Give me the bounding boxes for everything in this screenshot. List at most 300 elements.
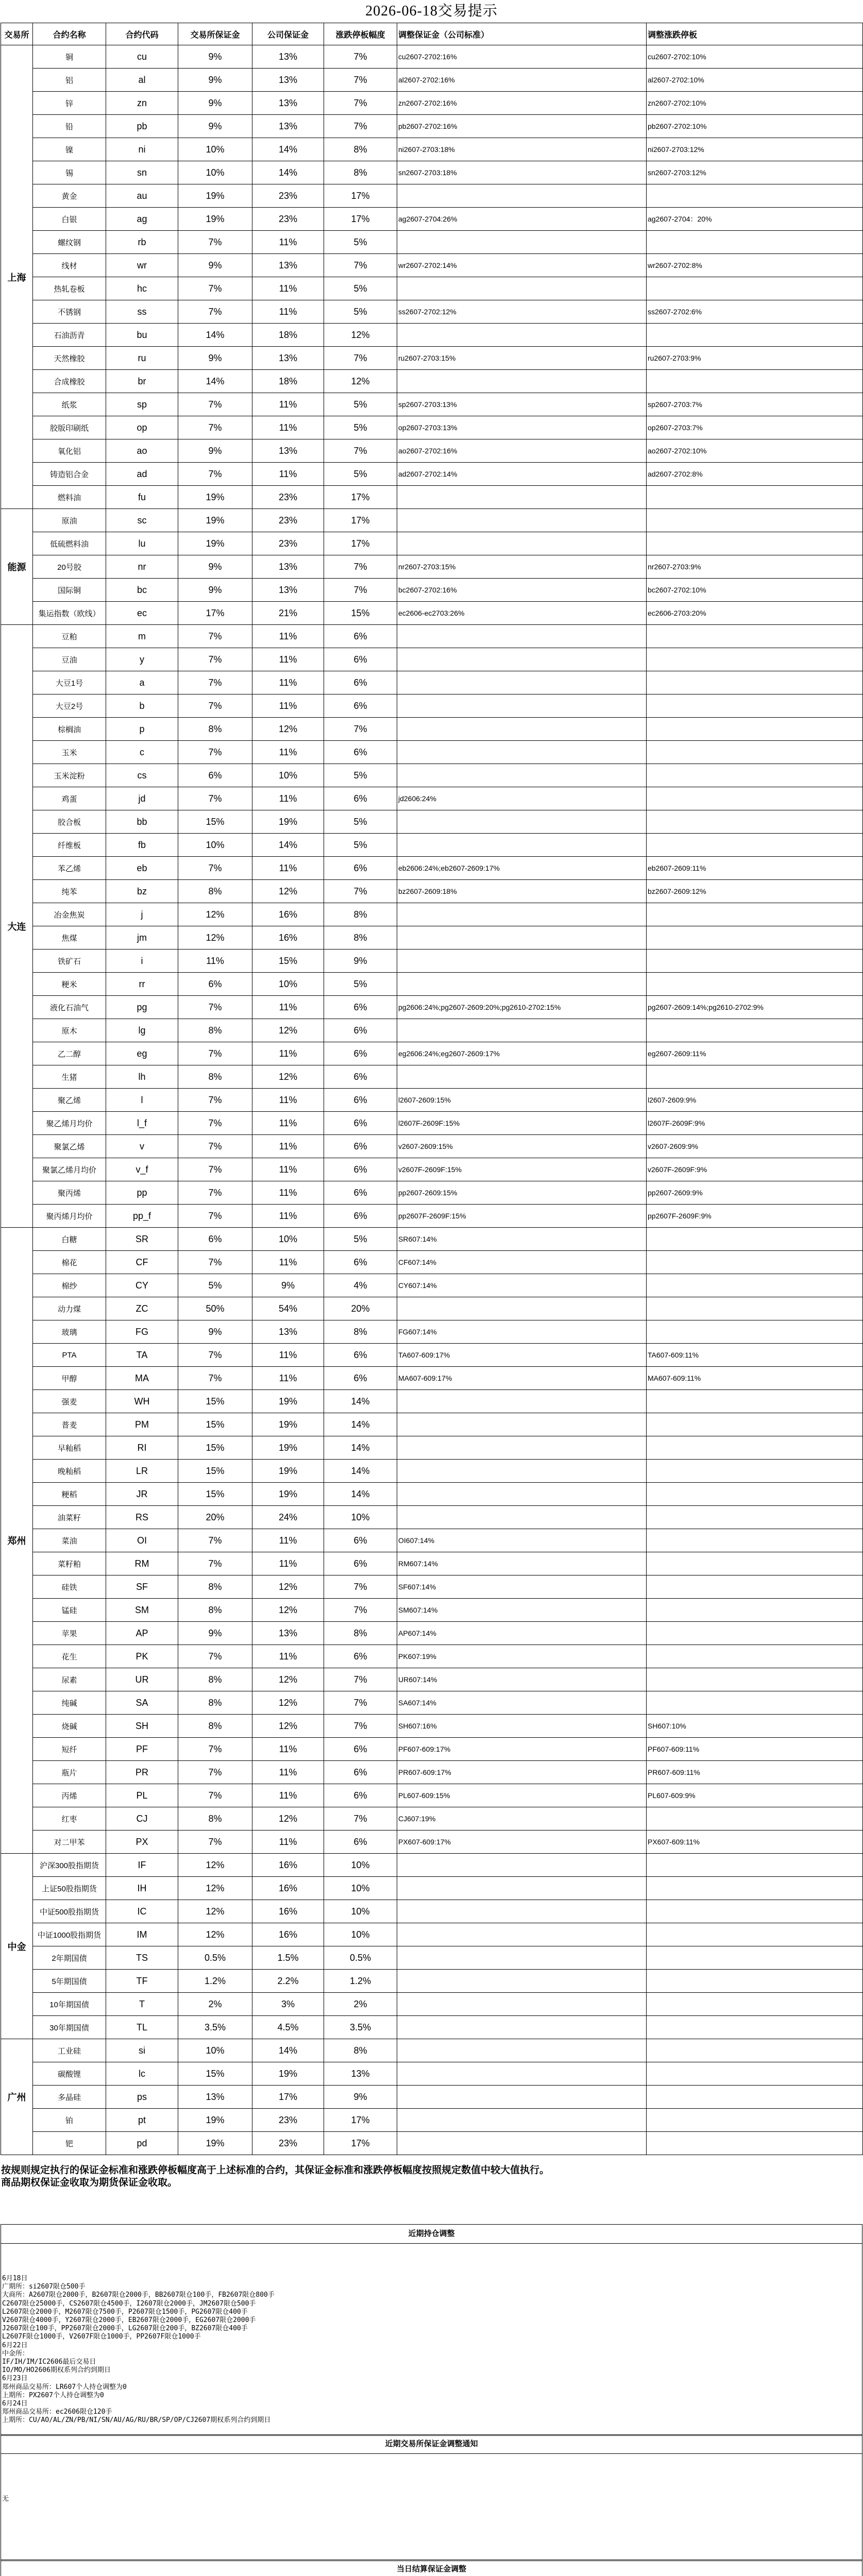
table-row <box>1 115 863 138</box>
contract-code-cell: l_f <box>106 1112 178 1135</box>
adjusted-limit-cell: TA607-609:11% <box>647 1344 863 1367</box>
header-contract-name: 合约名称 <box>33 23 106 45</box>
price-limit-cell: 7% <box>324 1599 397 1622</box>
adjusted-margin-cell: CF607:14% <box>397 1251 647 1274</box>
price-limit-cell: 7% <box>324 347 397 370</box>
price-limit-cell: 17% <box>324 509 397 532</box>
exchange-margin-cell: 8% <box>178 1575 252 1599</box>
contract-name-cell: 玉米淀粉 <box>33 764 106 787</box>
price-limit-cell: 5% <box>324 277 397 300</box>
contract-name-cell: 粳米 <box>33 973 106 996</box>
contract-name-cell: 2年期国债 <box>33 1946 106 1970</box>
company-margin-cell: 13% <box>252 92 324 115</box>
contract-code-cell: wr <box>106 254 178 277</box>
price-limit-cell: 7% <box>324 254 397 277</box>
adjusted-limit-cell <box>647 926 863 950</box>
company-margin-cell: 12% <box>252 1575 324 1599</box>
adjusted-limit-cell <box>647 1854 863 1877</box>
adjusted-limit-cell <box>647 1900 863 1923</box>
price-limit-cell: 17% <box>324 184 397 208</box>
price-limit-cell: 6% <box>324 1065 397 1089</box>
contract-code-cell: SF <box>106 1575 178 1599</box>
adjusted-margin-cell: CJ607:19% <box>397 1807 647 1831</box>
adjusted-limit-cell <box>647 231 863 254</box>
adjusted-limit-cell <box>647 1436 863 1460</box>
company-margin-cell: 10% <box>252 973 324 996</box>
exchange-cell: 能源 <box>1 509 33 625</box>
price-limit-cell: 14% <box>324 1436 397 1460</box>
adjusted-margin-cell: ad2607-2702:14% <box>397 463 647 486</box>
contract-name-cell: 石油沥青 <box>33 324 106 347</box>
contract-name-cell: 焦煤 <box>33 926 106 950</box>
adjusted-margin-cell <box>397 277 647 300</box>
header-adjusted-margin: 调整保证金（公司标准） <box>397 23 647 45</box>
settlement-margin-section <box>1 2560 862 2576</box>
company-margin-cell: 12% <box>252 1715 324 1738</box>
contract-code-cell: pt <box>106 2109 178 2132</box>
adjusted-limit-cell: SH607:10% <box>647 1715 863 1738</box>
adjusted-limit-cell <box>647 1483 863 1506</box>
section-title: 当日结算保证金调整 <box>1 2560 862 2576</box>
price-limit-cell: 14% <box>324 1483 397 1506</box>
adjusted-limit-cell: ad2607-2702:8% <box>647 463 863 486</box>
exchange-margin-cell: 7% <box>178 1645 252 1668</box>
section-line: L2607F限仓1000手，V2607F限仓1000手，PP2607F限仓1000手 <box>2 2333 201 2341</box>
company-margin-cell: 16% <box>252 926 324 950</box>
table-row <box>1 1854 863 1877</box>
adjusted-margin-cell <box>397 1877 647 1900</box>
table-row <box>1 671 863 694</box>
price-limit-cell: 10% <box>324 1923 397 1946</box>
table-row <box>1 1065 863 1089</box>
adjusted-limit-cell <box>647 509 863 532</box>
contract-name-cell: 多晶硅 <box>33 2086 106 2109</box>
adjusted-margin-cell: op2607-2703:13% <box>397 416 647 439</box>
table-row <box>1 1599 863 1622</box>
company-margin-cell: 13% <box>252 579 324 602</box>
company-margin-cell: 13% <box>252 347 324 370</box>
section-line: 郑州商品交易所：LR607个人持仓调整为0 <box>2 2383 127 2391</box>
contract-name-cell: 热轧卷板 <box>33 277 106 300</box>
contract-name-cell: 线材 <box>33 254 106 277</box>
price-limit-cell: 10% <box>324 1900 397 1923</box>
adjusted-margin-cell <box>397 486 647 509</box>
table-row <box>1 2132 863 2155</box>
exchange-margin-cell: 14% <box>178 324 252 347</box>
exchange-margin-cell: 14% <box>178 370 252 393</box>
adjusted-limit-cell <box>647 787 863 810</box>
contract-name-cell: 原木 <box>33 1019 106 1042</box>
contract-name-cell: 花生 <box>33 1645 106 1668</box>
adjusted-limit-cell: PL607-609:9% <box>647 1784 863 1807</box>
contract-name-cell: 铁矿石 <box>33 950 106 973</box>
company-margin-cell: 11% <box>252 300 324 324</box>
price-limit-cell: 2% <box>324 1993 397 2016</box>
adjusted-margin-cell: bc2607-2702:16% <box>397 579 647 602</box>
contract-name-cell: 聚乙烯月均价 <box>33 1112 106 1135</box>
contract-name-cell: 5年期国债 <box>33 1970 106 1993</box>
exchange-margin-cell: 12% <box>178 903 252 926</box>
contract-code-cell: bb <box>106 810 178 834</box>
company-margin-cell: 11% <box>252 1761 324 1784</box>
contract-name-cell: 中证1000股指期货 <box>33 1923 106 1946</box>
adjusted-margin-cell: ag2607-2704:26% <box>397 208 647 231</box>
price-limit-cell: 4% <box>324 1274 397 1297</box>
contract-code-cell: IH <box>106 1877 178 1900</box>
company-margin-cell: 3% <box>252 1993 324 2016</box>
adjusted-limit-cell <box>647 1274 863 1297</box>
contract-code-cell: bu <box>106 324 178 347</box>
adjusted-limit-cell <box>647 184 863 208</box>
contract-code-cell: y <box>106 648 178 671</box>
table-row <box>1 1390 863 1413</box>
adjusted-limit-cell: ec2606-2703:20% <box>647 602 863 625</box>
company-margin-cell: 23% <box>252 509 324 532</box>
exchange-margin-cell: 7% <box>178 1738 252 1761</box>
table-row <box>1 1436 863 1460</box>
table-row <box>1 602 863 625</box>
adjusted-limit-cell <box>647 648 863 671</box>
company-margin-cell: 18% <box>252 324 324 347</box>
exchange-margin-cell: 7% <box>178 1181 252 1205</box>
exchange-margin-cell: 8% <box>178 1599 252 1622</box>
adjusted-limit-cell: sn2607-2703:12% <box>647 161 863 184</box>
table-row <box>1 370 863 393</box>
contract-name-cell: 铜 <box>33 45 106 69</box>
contract-code-cell: TA <box>106 1344 178 1367</box>
contract-name-cell: 10年期国债 <box>33 1993 106 2016</box>
adjusted-limit-cell <box>647 2016 863 2039</box>
table-row <box>1 138 863 161</box>
price-limit-cell: 5% <box>324 416 397 439</box>
contract-name-cell: 普麦 <box>33 1413 106 1436</box>
adjusted-limit-cell: pp2607-2609:9% <box>647 1181 863 1205</box>
adjusted-limit-cell: zn2607-2702:10% <box>647 92 863 115</box>
contract-code-cell: PF <box>106 1738 178 1761</box>
adjusted-margin-cell <box>397 2062 647 2086</box>
contract-name-cell: 上证50股指期货 <box>33 1877 106 1900</box>
company-margin-cell: 11% <box>252 1831 324 1854</box>
adjusted-limit-cell <box>647 2086 863 2109</box>
table-row <box>1 1344 863 1367</box>
contract-code-cell: p <box>106 718 178 741</box>
section-body <box>1 2244 862 2428</box>
price-limit-cell: 7% <box>324 1691 397 1715</box>
contract-code-cell: RM <box>106 1552 178 1575</box>
exchange-margin-cell: 10% <box>178 161 252 184</box>
adjusted-margin-cell: sn2607-2703:18% <box>397 161 647 184</box>
table-row <box>1 2109 863 2132</box>
company-margin-cell: 11% <box>252 787 324 810</box>
company-margin-cell: 21% <box>252 602 324 625</box>
company-margin-cell: 12% <box>252 880 324 903</box>
price-limit-cell: 6% <box>324 1784 397 1807</box>
table-row <box>1 1761 863 1784</box>
company-margin-cell: 11% <box>252 741 324 764</box>
adjusted-limit-cell: ao2607-2702:10% <box>647 439 863 463</box>
company-margin-cell: 12% <box>252 718 324 741</box>
adjusted-limit-cell <box>647 764 863 787</box>
price-limit-cell: 6% <box>324 1552 397 1575</box>
price-limit-cell: 9% <box>324 950 397 973</box>
contract-code-cell: fb <box>106 834 178 857</box>
exchange-margin-cell: 10% <box>178 138 252 161</box>
contract-code-cell: a <box>106 671 178 694</box>
contract-code-cell: ec <box>106 602 178 625</box>
contract-name-cell: 胶版印刷纸 <box>33 416 106 439</box>
table-row <box>1 439 863 463</box>
contract-code-cell: pp_f <box>106 1205 178 1228</box>
adjusted-margin-cell: v2607-2609:15% <box>397 1135 647 1158</box>
table-row <box>1 92 863 115</box>
company-margin-cell: 11% <box>252 1367 324 1390</box>
price-limit-cell: 6% <box>324 1205 397 1228</box>
exchange-margin-cell: 7% <box>178 1784 252 1807</box>
contract-name-cell: 低硫燃料油 <box>33 532 106 555</box>
exchange-margin-cell: 7% <box>178 393 252 416</box>
adjusted-margin-cell <box>397 718 647 741</box>
price-limit-cell: 6% <box>324 787 397 810</box>
contract-name-cell: 大豆1号 <box>33 671 106 694</box>
adjusted-limit-cell: l2607F-2609F:9% <box>647 1112 863 1135</box>
adjusted-margin-cell <box>397 184 647 208</box>
company-margin-cell: 11% <box>252 996 324 1019</box>
header-exchange: 交易所 <box>1 23 33 45</box>
exchange-cell: 上海 <box>1 45 33 509</box>
exchange-margin-cell: 9% <box>178 1622 252 1645</box>
table-row <box>1 810 863 834</box>
price-limit-cell: 7% <box>324 1807 397 1831</box>
contract-name-cell: 尿素 <box>33 1668 106 1691</box>
company-margin-cell: 2.2% <box>252 1970 324 1993</box>
contract-name-cell: 乙二醇 <box>33 1042 106 1065</box>
exchange-margin-cell: 19% <box>178 486 252 509</box>
contract-code-cell: rr <box>106 973 178 996</box>
price-limit-cell: 0.5% <box>324 1946 397 1970</box>
section-line: 无 <box>2 2495 9 2503</box>
price-limit-cell: 15% <box>324 602 397 625</box>
company-margin-cell: 11% <box>252 1135 324 1158</box>
table-row <box>1 1900 863 1923</box>
adjusted-limit-cell <box>647 1320 863 1344</box>
table-row <box>1 1320 863 1344</box>
adjusted-limit-cell: PR607-609:11% <box>647 1761 863 1784</box>
section-line: 上期所：CU/AO/AL/ZN/PB/NI/SN/AU/AG/RU/BR/SP/OP/CJ2607期权系列合约到期日 <box>2 2416 271 2425</box>
adjusted-margin-cell <box>397 532 647 555</box>
price-limit-cell: 5% <box>324 1228 397 1251</box>
adjusted-limit-cell <box>647 1460 863 1483</box>
price-limit-cell: 1.2% <box>324 1970 397 1993</box>
contract-code-cell: hc <box>106 277 178 300</box>
contract-name-cell: 铂 <box>33 2109 106 2132</box>
section-line: J2607限仓100手，PP2607限仓2000手，LG2607限仓200手，BZ2607限仓400手 <box>2 2325 248 2333</box>
exchange-margin-cell: 7% <box>178 671 252 694</box>
adjusted-margin-cell: CY607:14% <box>397 1274 647 1297</box>
table-row <box>1 1135 863 1158</box>
contract-name-cell: 原油 <box>33 509 106 532</box>
contract-name-cell: 不锈钢 <box>33 300 106 324</box>
contract-code-cell: sc <box>106 509 178 532</box>
contract-code-cell: zn <box>106 92 178 115</box>
price-limit-cell: 7% <box>324 718 397 741</box>
adjusted-limit-cell: ag2607-2704：20% <box>647 208 863 231</box>
contract-name-cell: 白糖 <box>33 1228 106 1251</box>
exchange-margin-cell: 8% <box>178 880 252 903</box>
adjusted-margin-cell: pg2606:24%;pg2607-2609:20%;pg2610-2702:15% <box>397 996 647 1019</box>
contract-code-cell: lh <box>106 1065 178 1089</box>
table-row <box>1 625 863 648</box>
table-row <box>1 509 863 532</box>
price-limit-cell: 5% <box>324 393 397 416</box>
note-line: 商品期权保证金收取为期货保证金收取。 <box>1 2177 178 2188</box>
adjusted-limit-cell <box>647 1019 863 1042</box>
contract-name-cell: 纸浆 <box>33 393 106 416</box>
table-row <box>1 718 863 741</box>
exchange-margin-cell: 15% <box>178 1390 252 1413</box>
price-limit-cell: 6% <box>324 1738 397 1761</box>
adjusted-limit-cell <box>647 1529 863 1552</box>
adjusted-margin-cell: ec2606-ec2703:26% <box>397 602 647 625</box>
adjusted-limit-cell <box>647 1877 863 1900</box>
contract-code-cell: cs <box>106 764 178 787</box>
adjusted-limit-cell <box>647 950 863 973</box>
contract-code-cell: nr <box>106 555 178 579</box>
adjusted-margin-cell: jd2606:24% <box>397 787 647 810</box>
company-margin-cell: 19% <box>252 810 324 834</box>
adjusted-margin-cell: SR607:14% <box>397 1228 647 1251</box>
exchange-margin-cell: 7% <box>178 694 252 718</box>
adjusted-limit-cell: bz2607-2609:12% <box>647 880 863 903</box>
price-limit-cell: 5% <box>324 764 397 787</box>
table-row <box>1 1807 863 1831</box>
adjusted-margin-cell <box>397 926 647 950</box>
adjusted-margin-cell: SF607:14% <box>397 1575 647 1599</box>
exchange-margin-cell: 19% <box>178 509 252 532</box>
adjusted-margin-cell: TA607-609:17% <box>397 1344 647 1367</box>
adjusted-margin-cell: ru2607-2703:15% <box>397 347 647 370</box>
table-row <box>1 161 863 184</box>
contract-code-cell: b <box>106 694 178 718</box>
contract-code-cell: v <box>106 1135 178 1158</box>
table-row <box>1 741 863 764</box>
price-limit-cell: 7% <box>324 115 397 138</box>
exchange-margin-cell: 9% <box>178 347 252 370</box>
adjusted-margin-cell: SM607:14% <box>397 1599 647 1622</box>
adjusted-margin-cell: ni2607-2703:18% <box>397 138 647 161</box>
company-margin-cell: 15% <box>252 950 324 973</box>
exchange-margin-cell: 15% <box>178 1483 252 1506</box>
exchange-margin-cell: 7% <box>178 741 252 764</box>
company-margin-cell: 17% <box>252 2086 324 2109</box>
adjusted-margin-cell <box>397 509 647 532</box>
contract-code-cell: IC <box>106 1900 178 1923</box>
company-margin-cell: 23% <box>252 208 324 231</box>
section-line: IF/IH/IM/IC2606最后交易日 <box>2 2358 96 2366</box>
adjusted-margin-cell <box>397 950 647 973</box>
adjusted-limit-cell <box>647 671 863 694</box>
contract-code-cell: lg <box>106 1019 178 1042</box>
exchange-margin-cell: 7% <box>178 463 252 486</box>
contract-code-cell: PM <box>106 1413 178 1436</box>
section-line: 6月22日 <box>2 2341 28 2349</box>
contract-code-cell: TL <box>106 2016 178 2039</box>
contract-code-cell: ad <box>106 463 178 486</box>
position-adjustment-section <box>1 2224 862 2436</box>
exchange-margin-cell: 7% <box>178 1158 252 1181</box>
adjusted-margin-cell <box>397 1483 647 1506</box>
adjusted-limit-cell <box>647 1923 863 1946</box>
section-body <box>1 2454 862 2506</box>
contract-name-cell: 30年期国债 <box>33 2016 106 2039</box>
price-limit-cell: 9% <box>324 2086 397 2109</box>
contract-name-cell: 聚氯乙烯 <box>33 1135 106 1158</box>
adjusted-margin-cell <box>397 1923 647 1946</box>
company-margin-cell: 54% <box>252 1297 324 1320</box>
contract-code-cell: FG <box>106 1320 178 1344</box>
table-row <box>1 1622 863 1645</box>
company-margin-cell: 11% <box>252 648 324 671</box>
contract-name-cell: 烧碱 <box>33 1715 106 1738</box>
adjusted-margin-cell <box>397 1506 647 1529</box>
adjusted-limit-cell <box>647 1297 863 1320</box>
company-margin-cell: 16% <box>252 1900 324 1923</box>
adjusted-limit-cell <box>647 625 863 648</box>
contract-name-cell: 苹果 <box>33 1622 106 1645</box>
exchange-margin-cell: 7% <box>178 1251 252 1274</box>
exchange-margin-cell: 15% <box>178 810 252 834</box>
contract-name-cell: 冶金焦炭 <box>33 903 106 926</box>
price-limit-cell: 12% <box>324 324 397 347</box>
company-margin-cell: 13% <box>252 555 324 579</box>
adjusted-margin-cell: PF607-609:17% <box>397 1738 647 1761</box>
adjusted-margin-cell <box>397 1019 647 1042</box>
header-company-margin: 公司保证金 <box>252 23 324 45</box>
exchange-margin-cell: 7% <box>178 300 252 324</box>
price-limit-cell: 8% <box>324 903 397 926</box>
contract-code-cell: T <box>106 1993 178 2016</box>
table-row <box>1 463 863 486</box>
contract-name-cell: 红枣 <box>33 1807 106 1831</box>
table-row <box>1 300 863 324</box>
exchange-margin-cell: 7% <box>178 1344 252 1367</box>
table-row <box>1 903 863 926</box>
section-line: 6月23日 <box>2 2375 28 2383</box>
contract-name-cell: 国际铜 <box>33 579 106 602</box>
adjusted-margin-cell: bz2607-2609:18% <box>397 880 647 903</box>
table-row <box>1 208 863 231</box>
contract-code-cell: op <box>106 416 178 439</box>
adjusted-limit-cell: MA607-609:11% <box>647 1367 863 1390</box>
table-row <box>1 1297 863 1320</box>
adjusted-limit-cell <box>647 718 863 741</box>
exchange-margin-cell: 12% <box>178 1877 252 1900</box>
adjusted-margin-cell: nr2607-2703:15% <box>397 555 647 579</box>
exchange-cell: 郑州 <box>1 1228 33 1854</box>
contract-code-cell: i <box>106 950 178 973</box>
contract-code-cell: eb <box>106 857 178 880</box>
adjusted-margin-cell: PK607:19% <box>397 1645 647 1668</box>
adjusted-margin-cell: l2607-2609:15% <box>397 1089 647 1112</box>
adjusted-margin-cell <box>397 1854 647 1877</box>
exchange-margin-cell: 10% <box>178 2039 252 2062</box>
section-line: 中金所： <box>2 2349 29 2358</box>
adjusted-margin-cell <box>397 834 647 857</box>
price-limit-cell: 6% <box>324 1831 397 1854</box>
adjusted-margin-cell: eb2606:24%;eb2607-2609:17% <box>397 857 647 880</box>
exchange-margin-cell: 7% <box>178 277 252 300</box>
price-limit-cell: 5% <box>324 231 397 254</box>
table-row <box>1 347 863 370</box>
